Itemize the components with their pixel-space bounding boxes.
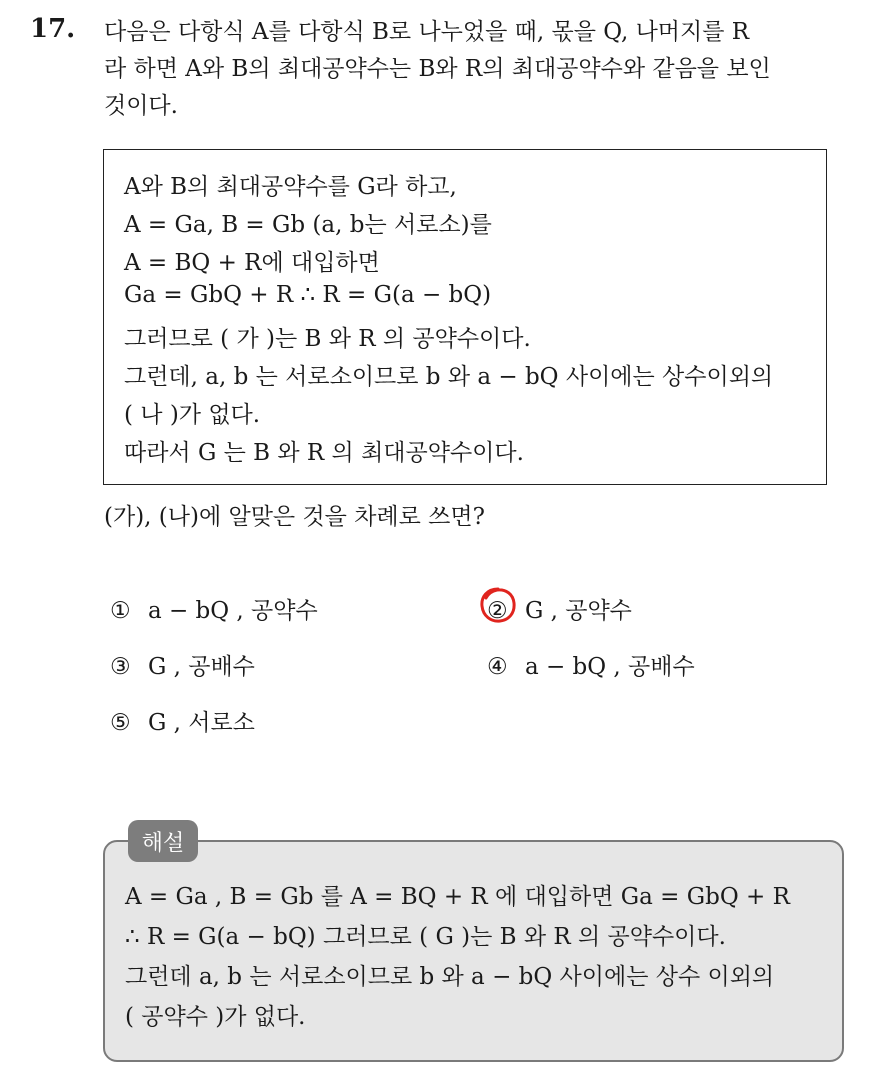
proof-line: 그러므로 ( 가 )는 B 와 R 의 공약수이다. <box>124 326 531 352</box>
choice-1[interactable] <box>110 592 318 625</box>
proof-line: A와 B의 최대공약수를 G라 하고, <box>124 174 457 200</box>
choice-text: G , 공약수 <box>524 598 632 624</box>
proof-box <box>103 149 827 485</box>
choice-3[interactable] <box>110 648 255 681</box>
proof-line: 따라서 G 는 B 와 R 의 최대공약수이다. <box>124 440 524 466</box>
choice-number: ⑤ <box>110 710 131 736</box>
choice-number: ④ <box>487 654 508 680</box>
question-ask: (가), (나)에 알맞은 것을 차례로 쓰면? <box>104 504 485 530</box>
answer-circle-mark <box>478 585 518 625</box>
question-stem <box>104 14 864 125</box>
choice-text: a − bQ , 공약수 <box>147 598 318 624</box>
choice-number: ① <box>110 598 131 624</box>
proof-line: ( 나 )가 없다. <box>124 402 261 428</box>
proof-line: Ga = GbQ + R ∴ R = G(a − bQ) <box>124 282 492 308</box>
solution-line: ∴ R = G(a − bQ) 그러므로 ( G )는 B 와 R 의 공약수이다. <box>125 924 726 950</box>
choice-text: G , 공배수 <box>147 654 255 680</box>
proof-line: 그런데, a, b 는 서로소이므로 b 와 a − bQ 사이에는 상수이외의 <box>124 364 774 390</box>
choice-number: ② <box>487 598 508 624</box>
solution-line: A = Ga , B = Gb 를 A = BQ + R 에 대입하면 Ga = GbQ + R <box>125 884 790 910</box>
question-number: 17. <box>30 14 76 44</box>
choice-4[interactable] <box>487 648 695 681</box>
solution-line: ( 공약수 )가 없다. <box>125 1004 306 1030</box>
choice-number: ③ <box>110 654 131 680</box>
choice-5[interactable] <box>110 704 255 737</box>
stem-line: 것이다. <box>104 93 178 119</box>
choice-text: G , 서로소 <box>147 710 255 736</box>
proof-line: A = Ga, B = Gb (a, b는 서로소)를 <box>124 212 492 238</box>
choice-text: a − bQ , 공배수 <box>524 654 695 680</box>
stem-line: 라 하면 A와 B의 최대공약수는 B와 R의 최대공약수와 같음을 보인 <box>104 56 771 82</box>
solution-line: 그런데 a, b 는 서로소이므로 b 와 a − bQ 사이에는 상수 이외의 <box>125 964 775 990</box>
stem-line: 다음은 다항식 A를 다항식 B로 나누었을 때, 몫을 Q, 나머지를 R <box>104 19 750 45</box>
solution-box <box>103 840 844 1062</box>
proof-line: A = BQ + R에 대입하면 <box>124 250 380 276</box>
solution-tag: 해설 <box>128 820 198 862</box>
